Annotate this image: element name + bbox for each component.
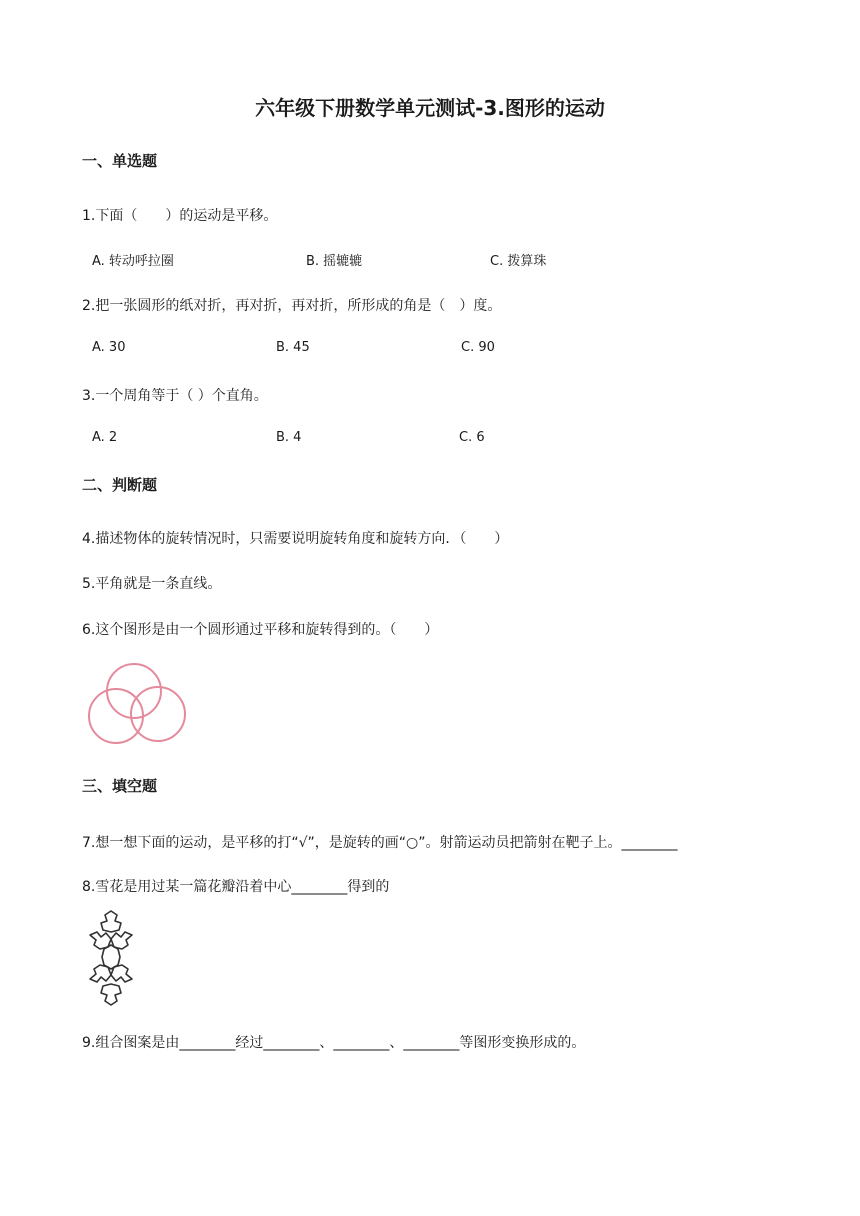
section-heading-fill-in: 三、填空题 bbox=[82, 777, 158, 795]
question-1-option-b: B. 摇辘辘 bbox=[306, 254, 363, 269]
question-2-text: 2.把一张圆形的纸对折，再对折，再对折，所形成的角是（ ）度。 bbox=[82, 298, 502, 314]
question-1-text: 1.下面（ ）的运动是平移。 bbox=[82, 208, 278, 224]
snowflake-petal-lower-left bbox=[90, 965, 111, 982]
snowflake-figure bbox=[80, 905, 142, 1011]
circle-left bbox=[89, 689, 143, 743]
snowflake-petal-bottom bbox=[101, 984, 121, 1005]
question-6-text: 6.这个图形是由一个圆形通过平移和旋转得到的。（ ） bbox=[82, 622, 439, 638]
question-8-text: 8.雪花是用过某一篇花瓣沿着中心________得到的 bbox=[82, 879, 390, 895]
question-1-option-a: A. 转动呼拉圈 bbox=[92, 254, 174, 269]
question-9-text: 9.组合图案是由________经过________、________、________等图形变换形成的。 bbox=[82, 1035, 586, 1051]
question-2-option-a: A. 30 bbox=[92, 340, 126, 355]
page-title: 六年级下册数学单元测试-3.图形的运动 bbox=[255, 96, 605, 120]
overlapping-circles-figure bbox=[82, 656, 192, 748]
question-3-option-c: C. 6 bbox=[459, 430, 485, 445]
question-3-option-a: A. 2 bbox=[92, 430, 118, 445]
section-heading-single-choice: 一、单选题 bbox=[82, 152, 158, 170]
snowflake-petal-lower-right bbox=[111, 965, 132, 982]
circle-top bbox=[107, 664, 161, 718]
question-3-option-b: B. 4 bbox=[276, 430, 302, 445]
question-2-option-c: C. 90 bbox=[461, 340, 495, 355]
question-2-option-b: B. 45 bbox=[276, 340, 310, 355]
question-5-text: 5.平角就是一条直线。 bbox=[82, 576, 222, 592]
question-1-option-c: C. 拨算珠 bbox=[490, 254, 547, 269]
circle-right bbox=[131, 687, 185, 741]
question-3-text: 3.一个周角等于（ ）个直角。 bbox=[82, 388, 268, 404]
question-7-text: 7.想一想下面的运动，是平移的打“√”，是旋转的画“○”。射箭运动员把箭射在靶子上。________ bbox=[82, 835, 678, 851]
snowflake-petal-top bbox=[101, 911, 121, 932]
question-4-text: 4.描述物体的旋转情况时，只需要说明旋转角度和旋转方向．（ ） bbox=[82, 531, 509, 547]
section-heading-true-false: 二、判断题 bbox=[82, 476, 158, 494]
